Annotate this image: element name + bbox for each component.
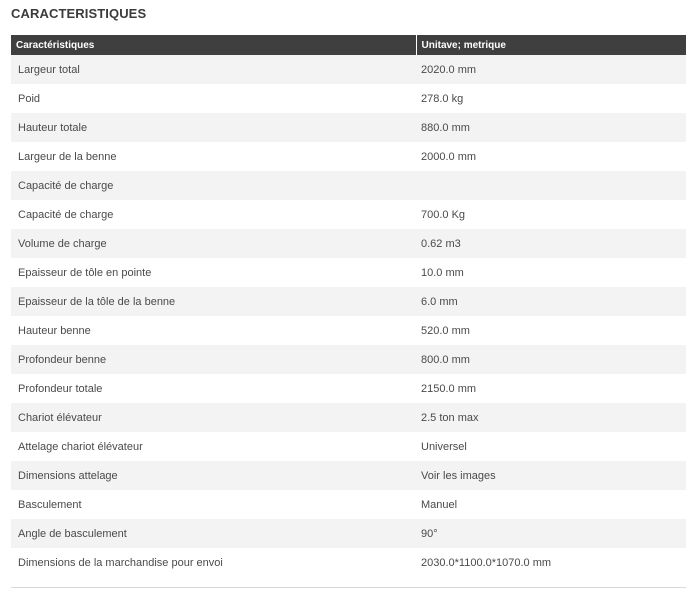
row-value: 6.0 mm — [416, 287, 686, 316]
table-header — [11, 35, 686, 55]
row-label: Attelage chariot élévateur — [11, 432, 416, 461]
row-value: 2020.0 mm — [416, 55, 686, 84]
table-row — [11, 345, 686, 374]
table-row — [11, 258, 686, 287]
row-label: Capacité de charge — [11, 171, 416, 200]
row-label: Epaisseur de la tôle de la benne — [11, 287, 416, 316]
bottom-divider — [11, 587, 686, 588]
row-label: Profondeur totale — [11, 374, 416, 403]
row-value: 880.0 mm — [416, 113, 686, 142]
row-label: Chariot élévateur — [11, 403, 416, 432]
row-label: Angle de basculement — [11, 519, 416, 548]
row-label: Profondeur benne — [11, 345, 416, 374]
row-label: Largeur de la benne — [11, 142, 416, 171]
row-value: 0.62 m3 — [416, 229, 686, 258]
table-row — [11, 229, 686, 258]
table-row — [11, 548, 686, 577]
specifications-table — [11, 35, 686, 577]
row-value — [416, 171, 686, 200]
row-label: Epaisseur de tôle en pointe — [11, 258, 416, 287]
row-label: Poid — [11, 84, 416, 113]
table-row — [11, 287, 686, 316]
row-label: Volume de charge — [11, 229, 416, 258]
row-label: Hauteur totale — [11, 113, 416, 142]
row-label: Largeur total — [11, 55, 416, 84]
row-value: Voir les images — [416, 461, 686, 490]
table-row — [11, 55, 686, 84]
table-row — [11, 403, 686, 432]
row-label: Basculement — [11, 490, 416, 519]
table-row — [11, 200, 686, 229]
row-value: 2000.0 mm — [416, 142, 686, 171]
table-row — [11, 113, 686, 142]
table-row — [11, 374, 686, 403]
table-row — [11, 490, 686, 519]
row-value: 10.0 mm — [416, 258, 686, 287]
row-value: Manuel — [416, 490, 686, 519]
row-value: 2030.0*1100.0*1070.0 mm — [416, 548, 686, 577]
row-label: Hauteur benne — [11, 316, 416, 345]
table-body — [11, 55, 686, 577]
table-row — [11, 316, 686, 345]
table-row — [11, 84, 686, 113]
row-value: 278.0 kg — [416, 84, 686, 113]
row-label: Dimensions de la marchandise pour envoi — [11, 548, 416, 577]
row-value: 2150.0 mm — [416, 374, 686, 403]
row-label: Dimensions attelage — [11, 461, 416, 490]
row-value: Universel — [416, 432, 686, 461]
table-row — [11, 461, 686, 490]
row-value: 800.0 mm — [416, 345, 686, 374]
row-label: Capacité de charge — [11, 200, 416, 229]
table-row — [11, 171, 686, 200]
row-value: 90° — [416, 519, 686, 548]
table-row — [11, 432, 686, 461]
header-row — [11, 35, 686, 55]
row-value: 520.0 mm — [416, 316, 686, 345]
row-value: 2.5 ton max — [416, 403, 686, 432]
table-row — [11, 142, 686, 171]
table-row — [11, 519, 686, 548]
header-characteristic: Caractéristiques — [11, 35, 416, 55]
header-unit-value: Unitave; metrique — [416, 35, 686, 55]
section-title: CARACTERISTIQUES — [11, 6, 147, 21]
row-value: 700.0 Kg — [416, 200, 686, 229]
